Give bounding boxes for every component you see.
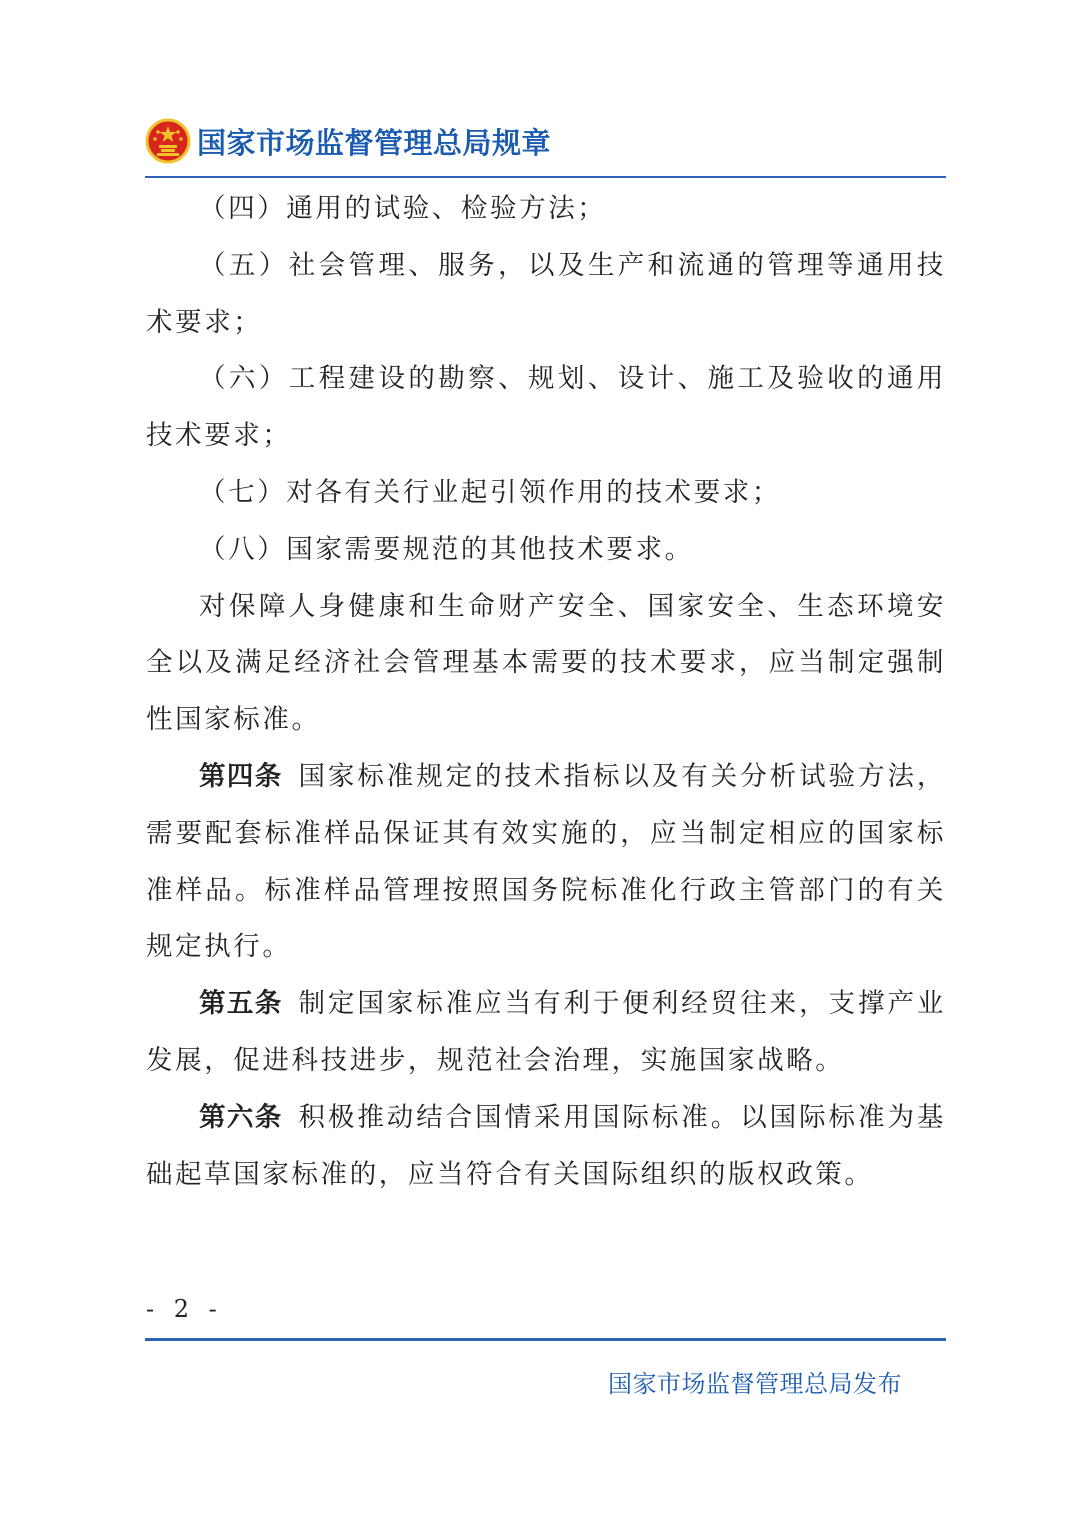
paragraph-text: 制定国家标准应当有利于便利经贸往来，支撑产业发展，促进科技进步，规范社会治理，实施国家战略。	[146, 988, 947, 1076]
article-number: 第四条	[199, 760, 283, 792]
header-divider	[145, 176, 946, 178]
footer-publisher: 国家市场监督管理总局发布	[608, 1370, 902, 1398]
paragraph-text: （六）工程建设的勘察、规划、设计、施工及验收的通用技术要求；	[146, 363, 946, 452]
clause-paragraph	[146, 181, 946, 238]
article-number: 第六条	[199, 1101, 283, 1133]
article-number: 第五条	[199, 988, 283, 1020]
document-body	[146, 181, 946, 1203]
footer-divider	[145, 1338, 946, 1341]
paragraph-text: 对保障人身健康和生命财产安全、国家安全、生态环境安全以及满足经济社会管理基本需要的技术要求，应当制定强制性国家标准。	[146, 590, 946, 736]
page-header	[145, 112, 945, 170]
article-paragraph	[146, 749, 946, 976]
paragraph-text: （七）对各有关行业起引领作用的技术要求；	[199, 476, 781, 508]
page-number: - 2 -	[146, 1295, 223, 1323]
clause-paragraph	[146, 465, 946, 522]
clause-paragraph	[146, 351, 946, 465]
article-paragraph	[146, 1090, 946, 1204]
paragraph-text: （四）通用的试验、检验方法；	[199, 193, 607, 224]
article-paragraph	[146, 976, 946, 1090]
clause-paragraph	[146, 238, 946, 352]
header-title: 国家市场监督管理总局规章	[197, 125, 552, 160]
national-emblem-icon	[145, 118, 191, 164]
clause-paragraph	[146, 579, 946, 749]
paragraph-text: （八）国家需要规范的其他技术要求。	[199, 533, 694, 565]
paragraph-text: （五）社会管理、服务，以及生产和流通的管理等通用技术要求；	[146, 249, 946, 338]
paragraph-text: 积极推动结合国情采用国际标准。以国际标准为基础起草国家标准的，应当符合有关国际组织的版权政策。	[146, 1101, 947, 1190]
clause-paragraph	[146, 522, 946, 579]
paragraph-text: 国家标准规定的技术指标以及有关分析试验方法，需要配套标准样品保证其有效实施的，应当制定相应的国家标准样品。标准样品管理按照国务院标准化行政主管部门的有关规定执行。	[146, 760, 947, 963]
